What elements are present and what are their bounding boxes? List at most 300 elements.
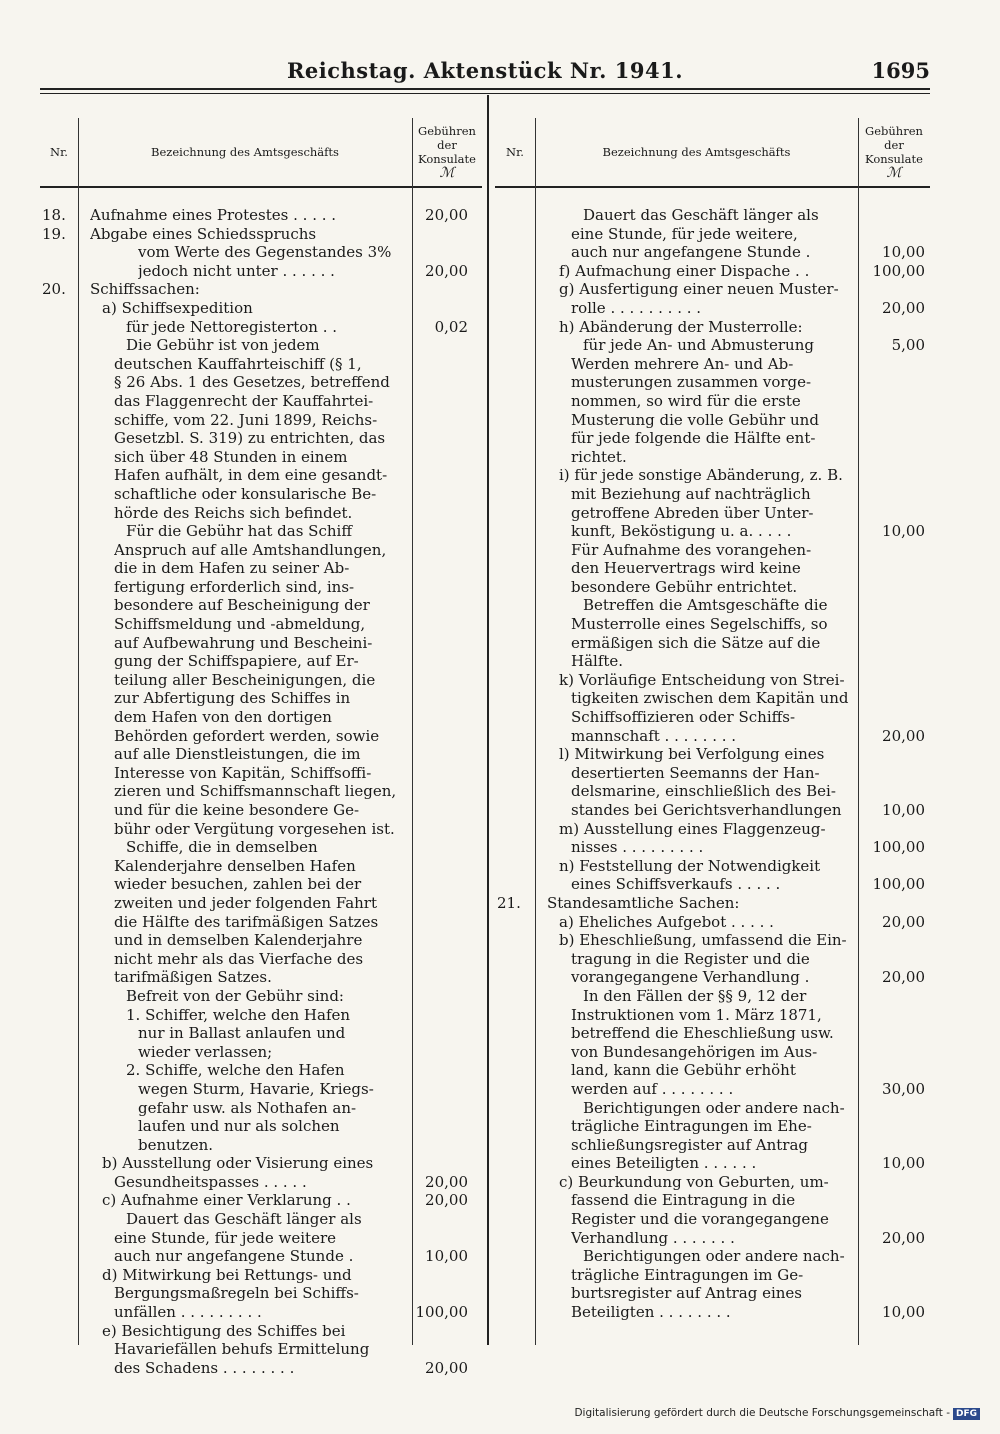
row-description: den Heuervertrags wird keine	[571, 559, 801, 578]
row-fee: 20,00	[882, 968, 925, 987]
table-row	[40, 634, 482, 653]
row-fee: 10,00	[425, 1247, 468, 1266]
row-description: benutzen.	[138, 1135, 214, 1154]
row-description: gefahr usw. als Nothafen an-	[138, 1098, 357, 1117]
row-description: Die Gebühr ist von jedem	[126, 336, 320, 355]
table-row	[40, 578, 482, 597]
right-table-header	[495, 118, 930, 188]
row-fee: 10,00	[882, 801, 925, 819]
row-description: land, kann die Gebühr erhöht	[571, 1061, 796, 1080]
row-description: Schiffsmeldung und -abmeldung,	[114, 615, 366, 634]
table-row	[40, 1099, 482, 1118]
table-row	[495, 206, 930, 225]
left-table-header	[40, 118, 482, 188]
row-description: Interesse von Kapitän, Schiffsoffi-	[114, 763, 372, 782]
row-description: nommen, so wird für die erste	[571, 391, 801, 410]
fee-header-line3: Konsulate	[418, 152, 476, 166]
table-row	[40, 596, 482, 615]
left-table-body	[40, 206, 482, 1377]
row-description: jedoch nicht unter . . . . . .	[138, 261, 335, 280]
row-description: 2. Schiffe, welche den Hafen	[126, 1061, 345, 1080]
row-description: Register und die vorangegangene	[571, 1210, 829, 1229]
table-row	[40, 318, 482, 337]
table-row	[495, 1061, 930, 1080]
row-description: Berichtigungen oder andere nach-	[583, 1247, 845, 1266]
table-row	[40, 1117, 482, 1136]
table-row	[495, 596, 930, 615]
table-row	[495, 1229, 930, 1248]
table-row	[495, 1173, 930, 1192]
table-row	[495, 838, 930, 857]
right-fee-table	[495, 118, 930, 1345]
row-description: Dauert das Geschäft länger als	[583, 206, 819, 224]
table-row	[495, 1099, 930, 1118]
row-description: auch nur angefangene Stunde .	[114, 1247, 354, 1266]
table-row	[495, 1284, 930, 1303]
row-description: Behörden gefordert werden, sowie	[114, 726, 380, 745]
row-description: Abgabe eines Schiedsspruchs	[90, 224, 317, 243]
table-row	[495, 448, 930, 467]
row-description: Für Aufnahme des vorangehen-	[571, 540, 812, 559]
table-row	[495, 931, 930, 950]
table-row	[495, 894, 930, 913]
table-row	[495, 913, 930, 932]
table-row	[40, 1266, 482, 1285]
table-row	[40, 708, 482, 727]
row-description: von Bundesangehörigen im Aus-	[571, 1042, 818, 1061]
row-fee: 100,00	[872, 838, 925, 857]
row-description: fassend die Eintragung in die	[571, 1191, 796, 1210]
table-row	[495, 1136, 930, 1155]
table-row	[495, 355, 930, 374]
row-description: wieder besuchen, zahlen bei der	[114, 875, 362, 894]
table-row	[40, 541, 482, 560]
table-row	[40, 913, 482, 932]
row-description: mit Beziehung auf nachträglich	[571, 484, 811, 503]
row-description: zur Abfertigung des Schiffes in	[114, 689, 351, 708]
fee-header-line2: der	[437, 138, 457, 152]
row-description: Bergungsmaßregeln bei Schiffs-	[114, 1284, 359, 1303]
table-row	[40, 782, 482, 801]
row-description: des Schadens . . . . . . . .	[114, 1358, 295, 1377]
row-description: und für die keine besondere Ge-	[114, 801, 360, 819]
table-row	[495, 875, 930, 894]
row-description: Anspruch auf alle Amtshandlungen,	[114, 540, 387, 559]
header-rule-thin	[40, 93, 930, 94]
row-description: c) Beurkundung von Geburten, um-	[559, 1172, 829, 1191]
row-number: 20.	[42, 280, 66, 299]
desc-column-header: Bezeichnung des Amtsgeschäfts	[151, 145, 339, 159]
table-row	[40, 522, 482, 541]
table-row	[40, 652, 482, 671]
row-description: m) Ausstellung eines Flaggenzeug-	[559, 819, 826, 838]
row-fee: 10,00	[882, 243, 925, 262]
table-row	[495, 1117, 930, 1136]
row-description: Havariefällen behufs Ermittelung	[114, 1340, 370, 1359]
table-row	[495, 429, 930, 448]
left-fee-table	[40, 118, 482, 1377]
row-description: Verhandlung . . . . . . .	[571, 1228, 735, 1247]
row-fee: 20,00	[882, 912, 925, 931]
table-row	[495, 280, 930, 299]
table-row	[495, 1210, 930, 1229]
table-row	[40, 1043, 482, 1062]
row-description: Aufnahme eines Protestes . . . . .	[90, 206, 337, 224]
table-row	[40, 1229, 482, 1248]
row-fee: 20,00	[882, 726, 925, 745]
fee-header-unit: ℳ	[439, 165, 455, 181]
row-description: eines Schiffsverkaufs . . . . .	[571, 875, 781, 894]
row-description: trägliche Eintragungen im Ge-	[571, 1265, 804, 1284]
table-row	[40, 243, 482, 262]
table-row	[40, 820, 482, 839]
table-row	[495, 225, 930, 244]
table-row	[40, 1006, 482, 1025]
row-description: Hafen aufhält, in dem eine gesandt-	[114, 466, 388, 485]
row-fee: 10,00	[882, 1154, 925, 1173]
table-row	[495, 522, 930, 541]
row-fee: 100,00	[415, 1303, 468, 1322]
row-description: wegen Sturm, Havarie, Kriegs-	[138, 1079, 374, 1098]
table-row	[495, 336, 930, 355]
row-description: tarifmäßigen Satzes.	[114, 968, 272, 987]
table-row	[40, 1247, 482, 1266]
table-row	[495, 968, 930, 987]
table-row	[40, 1191, 482, 1210]
row-description: für jede An- und Abmusterung	[583, 336, 814, 355]
row-description: desertierten Seemanns der Han-	[571, 763, 820, 782]
row-description: § 26 Abs. 1 des Gesetzes, betreffend	[114, 373, 390, 392]
row-description: c) Aufnahme einer Verklarung . .	[102, 1191, 351, 1210]
row-description: zieren und Schiffsmannschaft liegen,	[114, 782, 397, 801]
row-description: b) Ausstellung oder Visierung eines	[102, 1154, 374, 1173]
nr-column-header: Nr.	[50, 145, 68, 159]
row-description: delsmarine, einschließlich des Bei-	[571, 782, 836, 801]
table-row	[40, 615, 482, 634]
digitization-footer	[574, 1407, 980, 1420]
table-row	[40, 764, 482, 783]
row-description: vorangegangene Verhandlung .	[571, 968, 810, 987]
page-title: Reichstag. Aktenstück Nr. 1941.	[286, 58, 684, 83]
table-row	[40, 448, 482, 467]
table-row	[495, 1266, 930, 1285]
table-row	[495, 1080, 930, 1099]
row-description: tigkeiten zwischen dem Kapitän und	[571, 689, 849, 708]
table-row	[495, 671, 930, 690]
table-row	[40, 875, 482, 894]
row-description: dem Hafen von den dortigen	[114, 708, 332, 727]
table-row	[40, 689, 482, 708]
table-row	[495, 745, 930, 764]
row-description: l) Mitwirkung bei Verfolgung eines	[559, 745, 825, 764]
row-description: ermäßigen sich die Sätze auf die	[571, 633, 821, 652]
table-row	[495, 820, 930, 839]
row-description: Hälfte.	[571, 652, 624, 671]
row-description: besondere auf Bescheinigung der	[114, 596, 370, 615]
footer-text: Digitalisierung gefördert durch die Deutsche Forschungsgemeinschaft -	[574, 1407, 950, 1419]
row-description: auf alle Dienstleistungen, die im	[114, 745, 361, 764]
table-row	[40, 373, 482, 392]
table-row	[495, 615, 930, 634]
row-fee: 20,00	[882, 298, 925, 317]
row-description: mannschaft . . . . . . . .	[571, 726, 737, 745]
row-description: besondere Gebühr entrichtet.	[571, 577, 798, 596]
table-row	[40, 280, 482, 299]
row-description: vom Werte des Gegenstandes 3%	[138, 243, 392, 262]
row-description: b) Eheschließung, umfassend die Ein-	[559, 931, 847, 950]
row-description: Instruktionen vom 1. März 1871,	[571, 1005, 822, 1024]
table-row	[40, 429, 482, 448]
row-description: Standesamtliche Sachen:	[547, 893, 740, 912]
row-description: das Flaggenrecht der Kauffahrtei-	[114, 391, 374, 410]
table-row	[495, 689, 930, 708]
table-row	[40, 1173, 482, 1192]
row-description: Dauert das Geschäft länger als	[126, 1210, 362, 1229]
table-row	[40, 504, 482, 523]
row-fee: 100,00	[872, 261, 925, 280]
table-row	[40, 950, 482, 969]
table-row	[495, 392, 930, 411]
page-header	[40, 58, 930, 88]
row-description: Schiffssachen:	[90, 280, 200, 299]
row-fee: 20,00	[425, 1191, 468, 1210]
row-description: betreffend die Eheschließung usw.	[571, 1024, 834, 1043]
table-row	[40, 559, 482, 578]
table-row	[495, 411, 930, 430]
row-description: unfällen . . . . . . . . .	[114, 1303, 262, 1322]
row-description: hörde des Reichs sich befindet.	[114, 503, 353, 522]
table-row	[495, 1247, 930, 1266]
table-row	[40, 1284, 482, 1303]
table-row	[495, 373, 930, 392]
table-row	[495, 318, 930, 337]
table-row	[495, 782, 930, 801]
row-fee: 20,00	[425, 261, 468, 280]
table-row	[495, 466, 930, 485]
table-row	[495, 1006, 930, 1025]
table-row	[40, 838, 482, 857]
row-description: e) Besichtigung des Schiffes bei	[102, 1321, 346, 1340]
row-description: eine Stunde, für jede weitere	[114, 1228, 337, 1247]
table-row	[495, 857, 930, 876]
row-description: schaftliche oder konsularische Be-	[114, 484, 377, 503]
row-description: Berichtigungen oder andere nach-	[583, 1098, 845, 1117]
dfg-logo: DFG	[953, 1408, 980, 1420]
row-fee: 30,00	[882, 1079, 925, 1098]
fee-header-line2: der	[884, 138, 904, 152]
table-row	[495, 801, 930, 820]
row-description: Gesetzbl. S. 319) zu entrichten, das	[114, 429, 386, 448]
right-table-body	[495, 206, 930, 1322]
table-row	[495, 708, 930, 727]
row-description: für jede Nettoregisterton . .	[126, 317, 338, 336]
row-description: Beteiligten . . . . . . . .	[571, 1303, 731, 1322]
table-row	[40, 1080, 482, 1099]
row-description: nicht mehr als das Vierfache des	[114, 949, 364, 968]
row-description: die in dem Hafen zu seiner Ab-	[114, 559, 350, 578]
table-row	[40, 727, 482, 746]
table-row	[495, 1303, 930, 1322]
row-description: eines Beteiligten . . . . . .	[571, 1154, 757, 1173]
table-row	[40, 336, 482, 355]
row-description: gung der Schiffspapiere, auf Er-	[114, 652, 359, 671]
column-divider	[487, 95, 489, 1345]
row-description: schiffe, vom 22. Juni 1899, Reichs-	[114, 410, 378, 429]
row-fee: 20,00	[425, 206, 468, 224]
table-row	[495, 764, 930, 783]
table-row	[495, 1043, 930, 1062]
row-description: Werden mehrere An- und Ab-	[571, 354, 794, 373]
table-row	[40, 355, 482, 374]
fee-header-line1: Gebühren	[865, 124, 923, 138]
row-fee: 20,00	[425, 1358, 468, 1377]
table-row	[495, 578, 930, 597]
row-description: Schiffsoffizieren oder Schiffs-	[571, 708, 796, 727]
table-row	[40, 1061, 482, 1080]
row-fee: 20,00	[882, 1228, 925, 1247]
row-description: deutschen Kauffahrteischiff (§ 1,	[114, 354, 362, 373]
table-row	[40, 801, 482, 820]
row-description: f) Aufmachung einer Dispache . .	[559, 261, 810, 280]
row-description: nisses . . . . . . . . .	[571, 838, 704, 857]
table-row	[40, 466, 482, 485]
row-number: 18.	[42, 206, 66, 224]
table-row	[40, 1210, 482, 1229]
table-row	[495, 243, 930, 262]
row-fee: 5,00	[891, 336, 925, 355]
table-row	[495, 987, 930, 1006]
row-description: rolle . . . . . . . . . .	[571, 298, 702, 317]
row-description: i) für jede sonstige Abänderung, z. B.	[559, 466, 843, 485]
row-description: a) Schiffsexpedition	[102, 298, 253, 317]
table-row	[40, 299, 482, 318]
row-description: Schiffe, die in demselben	[126, 838, 318, 857]
row-description: k) Vorläufige Entscheidung von Strei-	[559, 670, 845, 689]
table-row	[495, 541, 930, 560]
table-row	[40, 1359, 482, 1378]
table-row	[40, 262, 482, 281]
row-fee: 0,02	[434, 317, 468, 336]
row-number: 19.	[42, 224, 66, 243]
table-row	[495, 299, 930, 318]
table-row	[40, 857, 482, 876]
table-row	[495, 559, 930, 578]
row-number: 21.	[497, 893, 521, 912]
row-description: zweiten und jeder folgenden Fahrt	[114, 893, 378, 912]
row-description: 1. Schiffer, welche den Hafen	[126, 1005, 351, 1024]
row-description: g) Ausfertigung einer neuen Muster-	[559, 280, 839, 299]
table-row	[495, 262, 930, 281]
fee-column-header	[412, 118, 482, 186]
row-description: richtet.	[571, 447, 627, 466]
row-description: schließungsregister auf Antrag	[571, 1135, 809, 1154]
row-description: die Hälfte des tarifmäßigen Satzes	[114, 912, 379, 931]
row-fee: 10,00	[882, 522, 925, 541]
table-row	[495, 634, 930, 653]
row-description: Befreit von der Gebühr sind:	[126, 986, 344, 1005]
row-description: In den Fällen der §§ 9, 12 der	[583, 986, 807, 1005]
page-number: 1695	[871, 58, 930, 83]
row-description: Kalenderjahre denselben Hafen	[114, 856, 356, 875]
table-row	[495, 1154, 930, 1173]
table-row	[40, 392, 482, 411]
table-row	[40, 1322, 482, 1341]
row-description: für jede folgende die Hälfte ent-	[571, 429, 816, 448]
row-description: musterungen zusammen vorge-	[571, 373, 812, 392]
row-description: bühr oder Vergütung vorgesehen ist.	[114, 819, 395, 838]
table-row	[495, 652, 930, 671]
row-description: Für die Gebühr hat das Schiff	[126, 522, 352, 541]
table-row	[495, 485, 930, 504]
table-row	[40, 894, 482, 913]
table-row	[40, 671, 482, 690]
fee-column-header	[858, 118, 930, 186]
row-description: eine Stunde, für jede weitere,	[571, 224, 798, 243]
row-description: teilung aller Bescheinigungen, die	[114, 670, 376, 689]
table-row	[40, 968, 482, 987]
table-row	[40, 745, 482, 764]
row-fee: 10,00	[882, 1303, 925, 1322]
row-description: sich über 48 Stunden in einem	[114, 447, 348, 466]
row-description: d) Mitwirkung bei Rettungs- und	[102, 1265, 352, 1284]
row-description: kunft, Beköstigung u. a. . . . .	[571, 522, 792, 541]
table-row	[495, 727, 930, 746]
table-row	[495, 1024, 930, 1043]
table-row	[40, 225, 482, 244]
table-row	[40, 987, 482, 1006]
row-description: fertigung erforderlich sind, ins-	[114, 577, 355, 596]
table-row	[40, 206, 482, 225]
table-row	[40, 1340, 482, 1359]
row-description: n) Feststellung der Notwendigkeit	[559, 856, 821, 875]
row-description: tragung in die Register und die	[571, 949, 810, 968]
row-description: nur in Ballast anlaufen und	[138, 1024, 346, 1043]
table-row	[40, 411, 482, 430]
table-row	[40, 931, 482, 950]
row-description: standes bei Gerichtsverhandlungen	[571, 801, 842, 819]
table-row	[495, 504, 930, 523]
fee-header-line3: Konsulate	[865, 152, 923, 166]
row-description: werden auf . . . . . . . .	[571, 1079, 734, 1098]
row-description: h) Abänderung der Musterrolle:	[559, 317, 803, 336]
row-description: trägliche Eintragungen im Ehe-	[571, 1117, 812, 1136]
row-description: und in demselben Kalenderjahre	[114, 931, 363, 950]
table-row	[495, 1191, 930, 1210]
table-row	[40, 1136, 482, 1155]
row-description: Musterung die volle Gebühr und	[571, 410, 819, 429]
row-description: a) Eheliches Aufgebot . . . . .	[559, 912, 774, 931]
row-description: auch nur angefangene Stunde .	[571, 243, 811, 262]
table-row	[495, 950, 930, 969]
fee-header-line1: Gebühren	[418, 124, 476, 138]
row-description: getroffene Abreden über Unter-	[571, 503, 814, 522]
header-rule	[40, 88, 930, 90]
table-row	[40, 1303, 482, 1322]
row-description: auf Aufbewahrung und Bescheini-	[114, 633, 373, 652]
row-fee: 20,00	[425, 1172, 468, 1191]
row-description: wieder verlassen;	[138, 1042, 273, 1061]
row-description: Gesundheitspasses . . . . .	[114, 1172, 307, 1191]
fee-header-unit: ℳ	[886, 165, 902, 181]
table-row	[40, 1024, 482, 1043]
row-description: Betreffen die Amtsgeschäfte die	[583, 596, 828, 615]
row-description: burtsregister auf Antrag eines	[571, 1284, 802, 1303]
row-description: laufen und nur als solchen	[138, 1117, 340, 1136]
table-row	[40, 485, 482, 504]
row-description: Musterrolle eines Segelschiffs, so	[571, 615, 828, 634]
nr-column-header: Nr.	[506, 145, 524, 159]
row-fee: 100,00	[872, 875, 925, 894]
